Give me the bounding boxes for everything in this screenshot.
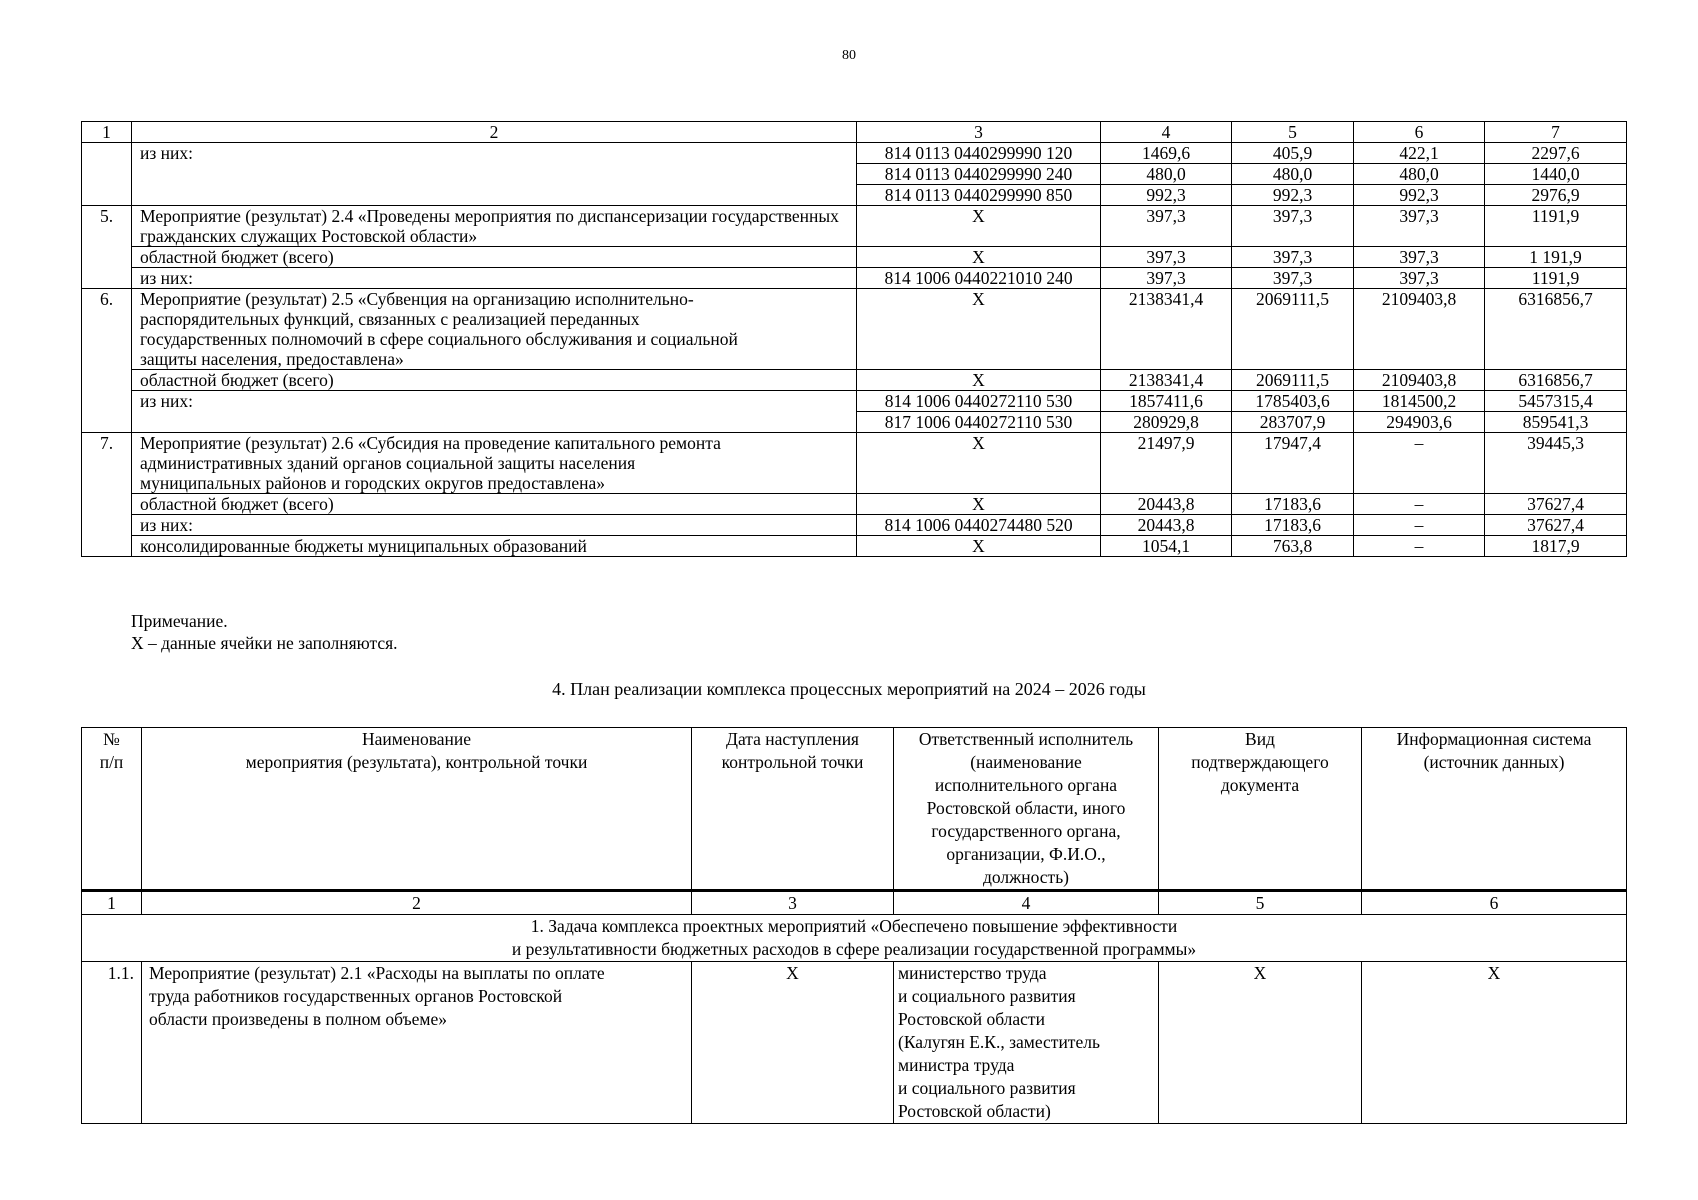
table-row	[82, 536, 1627, 557]
col-header-document: Вид подтверждающего документа	[1159, 728, 1362, 891]
value-2025: 405,9	[1232, 143, 1354, 164]
row-system: X	[1362, 962, 1627, 1124]
value-2026: –	[1354, 536, 1485, 557]
value-total: 6316856,7	[1485, 289, 1627, 370]
row-name: Мероприятие (результат) 2.6 «Субсидия на проведение капитального ремонта административных зданий органов социальной защиты населения муниципальных районов и городских округов предоставлена»	[132, 433, 857, 494]
col-header: 6	[1354, 122, 1485, 143]
row-name: из них:	[132, 391, 857, 433]
row-name: консолидированные бюджеты муниципальных образований	[132, 536, 857, 557]
value-2026: –	[1354, 515, 1485, 536]
value-2024: 280929,8	[1101, 412, 1232, 433]
table-row	[82, 268, 1627, 289]
value-total: 1 191,9	[1485, 247, 1627, 268]
table-row	[82, 206, 1627, 247]
budget-code: 814 0113 0440299990 240	[857, 164, 1101, 185]
value-2026: 2109403,8	[1354, 370, 1485, 391]
value-2025: 992,3	[1232, 185, 1354, 206]
section-title: 4. План реализации комплекса процессных мероприятий на 2024 – 2026 годы	[552, 679, 1146, 699]
table-row	[82, 289, 1627, 370]
row-date: X	[692, 962, 894, 1124]
row-name: из них:	[132, 143, 857, 206]
value-2025: 397,3	[1232, 247, 1354, 268]
col-header-date: Дата наступления контрольной точки	[692, 728, 894, 891]
value-total: 1191,9	[1485, 268, 1627, 289]
value-2025: 397,3	[1232, 268, 1354, 289]
budget-code: 814 1006 0440272110 530	[857, 391, 1101, 412]
value-2026: 480,0	[1354, 164, 1485, 185]
table-row	[82, 391, 1627, 412]
table-row	[82, 962, 1627, 1124]
value-2024: 480,0	[1101, 164, 1232, 185]
value-total: 1191,9	[1485, 206, 1627, 247]
table-row	[82, 370, 1627, 391]
col-header: 4	[1101, 122, 1232, 143]
value-2025: 283707,9	[1232, 412, 1354, 433]
value-total: 39445,3	[1485, 433, 1627, 494]
col-header-system: Информационная система (источник данных)	[1362, 728, 1627, 891]
note-title: Примечание.	[131, 611, 228, 631]
finance-table	[81, 121, 1627, 557]
row-name: областной бюджет (всего)	[132, 494, 857, 515]
plan-number-row	[82, 891, 1627, 915]
table-row	[82, 247, 1627, 268]
value-2026: 1814500,2	[1354, 391, 1485, 412]
row-number: 7.	[82, 433, 132, 557]
plan-table	[81, 727, 1627, 1124]
budget-code: 814 0113 0440299990 850	[857, 185, 1101, 206]
row-name: областной бюджет (всего)	[132, 370, 857, 391]
value-2024: 397,3	[1101, 268, 1232, 289]
value-2024: 2138341,4	[1101, 370, 1232, 391]
value-2026: 397,3	[1354, 247, 1485, 268]
value-2026: –	[1354, 433, 1485, 494]
col-number: 5	[1159, 891, 1362, 915]
row-number	[82, 143, 132, 206]
row-name: из них:	[132, 515, 857, 536]
value-total: 2297,6	[1485, 143, 1627, 164]
plan-header-row	[82, 728, 1627, 891]
value-2024: 397,3	[1101, 206, 1232, 247]
row-document: X	[1159, 962, 1362, 1124]
budget-code: 814 1006 0440274480 520	[857, 515, 1101, 536]
value-2025: 1785403,6	[1232, 391, 1354, 412]
value-total: 859541,3	[1485, 412, 1627, 433]
budget-code: X	[857, 536, 1101, 557]
value-2026: –	[1354, 494, 1485, 515]
value-total: 1817,9	[1485, 536, 1627, 557]
row-name: областной бюджет (всего)	[132, 247, 857, 268]
page-number: 80	[842, 48, 856, 63]
col-header: 5	[1232, 122, 1354, 143]
value-2024: 1857411,6	[1101, 391, 1232, 412]
col-header-executor: Ответственный исполнитель (наименование исполнительного органа Ростовской области, иного государственного органа, организации, Ф.И.О., должность)	[894, 728, 1159, 891]
task-title: 1. Задача комплекса проектных мероприятий «Обеспечено повышение эффективности и результативности бюджетных расходов в сфере реализации государственной программы»	[82, 915, 1627, 962]
value-total: 5457315,4	[1485, 391, 1627, 412]
row-name: Мероприятие (результат) 2.5 «Субвенция на организацию исполнительно- распорядительных функций, связанных с реализацией переданных государственных полномочий в сфере социального обслуживания и социальной защиты населения, предоставлена»	[132, 289, 857, 370]
value-2025: 17947,4	[1232, 433, 1354, 494]
value-2025: 763,8	[1232, 536, 1354, 557]
budget-code: X	[857, 206, 1101, 247]
value-total: 37627,4	[1485, 515, 1627, 536]
budget-code: X	[857, 289, 1101, 370]
value-2024: 2138341,4	[1101, 289, 1232, 370]
value-2026: 294903,6	[1354, 412, 1485, 433]
col-header: 3	[857, 122, 1101, 143]
row-name: Мероприятие (результат) 2.1 «Расходы на выплаты по оплате труда работников государственных органов Ростовской области произведены в полном объеме»	[142, 962, 692, 1124]
col-header: 1	[82, 122, 132, 143]
value-2024: 1469,6	[1101, 143, 1232, 164]
row-number: 1.1.	[82, 962, 142, 1124]
row-name: Мероприятие (результат) 2.4 «Проведены мероприятия по диспансеризации государственных гражданских служащих Ростовской области»	[132, 206, 857, 247]
value-2024: 992,3	[1101, 185, 1232, 206]
budget-code: X	[857, 247, 1101, 268]
value-2024: 21497,9	[1101, 433, 1232, 494]
table-row	[82, 433, 1627, 494]
value-2024: 1054,1	[1101, 536, 1232, 557]
value-2025: 397,3	[1232, 206, 1354, 247]
row-number: 6.	[82, 289, 132, 433]
row-number: 5.	[82, 206, 132, 289]
value-2025: 2069111,5	[1232, 370, 1354, 391]
value-2025: 17183,6	[1232, 515, 1354, 536]
table-row	[82, 494, 1627, 515]
value-2024: 20443,8	[1101, 494, 1232, 515]
budget-code: 814 1006 0440221010 240	[857, 268, 1101, 289]
row-executor: министерство труда и социального развития Ростовской области (Калугян Е.К., заместитель министра труда и социального развития Ростовской области)	[894, 962, 1159, 1124]
note-text: X – данные ячейки не заполняются.	[131, 633, 398, 653]
value-2025: 480,0	[1232, 164, 1354, 185]
col-number: 6	[1362, 891, 1627, 915]
col-number: 3	[692, 891, 894, 915]
table-row	[82, 515, 1627, 536]
col-header-name: Наименование мероприятия (результата), контрольной точки	[142, 728, 692, 891]
value-2024: 20443,8	[1101, 515, 1232, 536]
value-total: 37627,4	[1485, 494, 1627, 515]
col-number: 4	[894, 891, 1159, 915]
budget-code: 817 1006 0440272110 530	[857, 412, 1101, 433]
value-2026: 422,1	[1354, 143, 1485, 164]
task-row	[82, 915, 1627, 962]
value-2026: 992,3	[1354, 185, 1485, 206]
value-2024: 397,3	[1101, 247, 1232, 268]
table-row	[82, 143, 1627, 164]
row-name: из них:	[132, 268, 857, 289]
value-total: 1440,0	[1485, 164, 1627, 185]
budget-code: 814 0113 0440299990 120	[857, 143, 1101, 164]
col-header: 2	[132, 122, 857, 143]
budget-code: X	[857, 433, 1101, 494]
value-2025: 17183,6	[1232, 494, 1354, 515]
col-header: 7	[1485, 122, 1627, 143]
value-total: 2976,9	[1485, 185, 1627, 206]
budget-code: X	[857, 494, 1101, 515]
value-2026: 397,3	[1354, 268, 1485, 289]
budget-code: X	[857, 370, 1101, 391]
col-header-number: № п/п	[82, 728, 142, 891]
col-number: 1	[82, 891, 142, 915]
value-total: 6316856,7	[1485, 370, 1627, 391]
col-number: 2	[142, 891, 692, 915]
value-2026: 397,3	[1354, 206, 1485, 247]
finance-header-row	[82, 122, 1627, 143]
value-2025: 2069111,5	[1232, 289, 1354, 370]
value-2026: 2109403,8	[1354, 289, 1485, 370]
